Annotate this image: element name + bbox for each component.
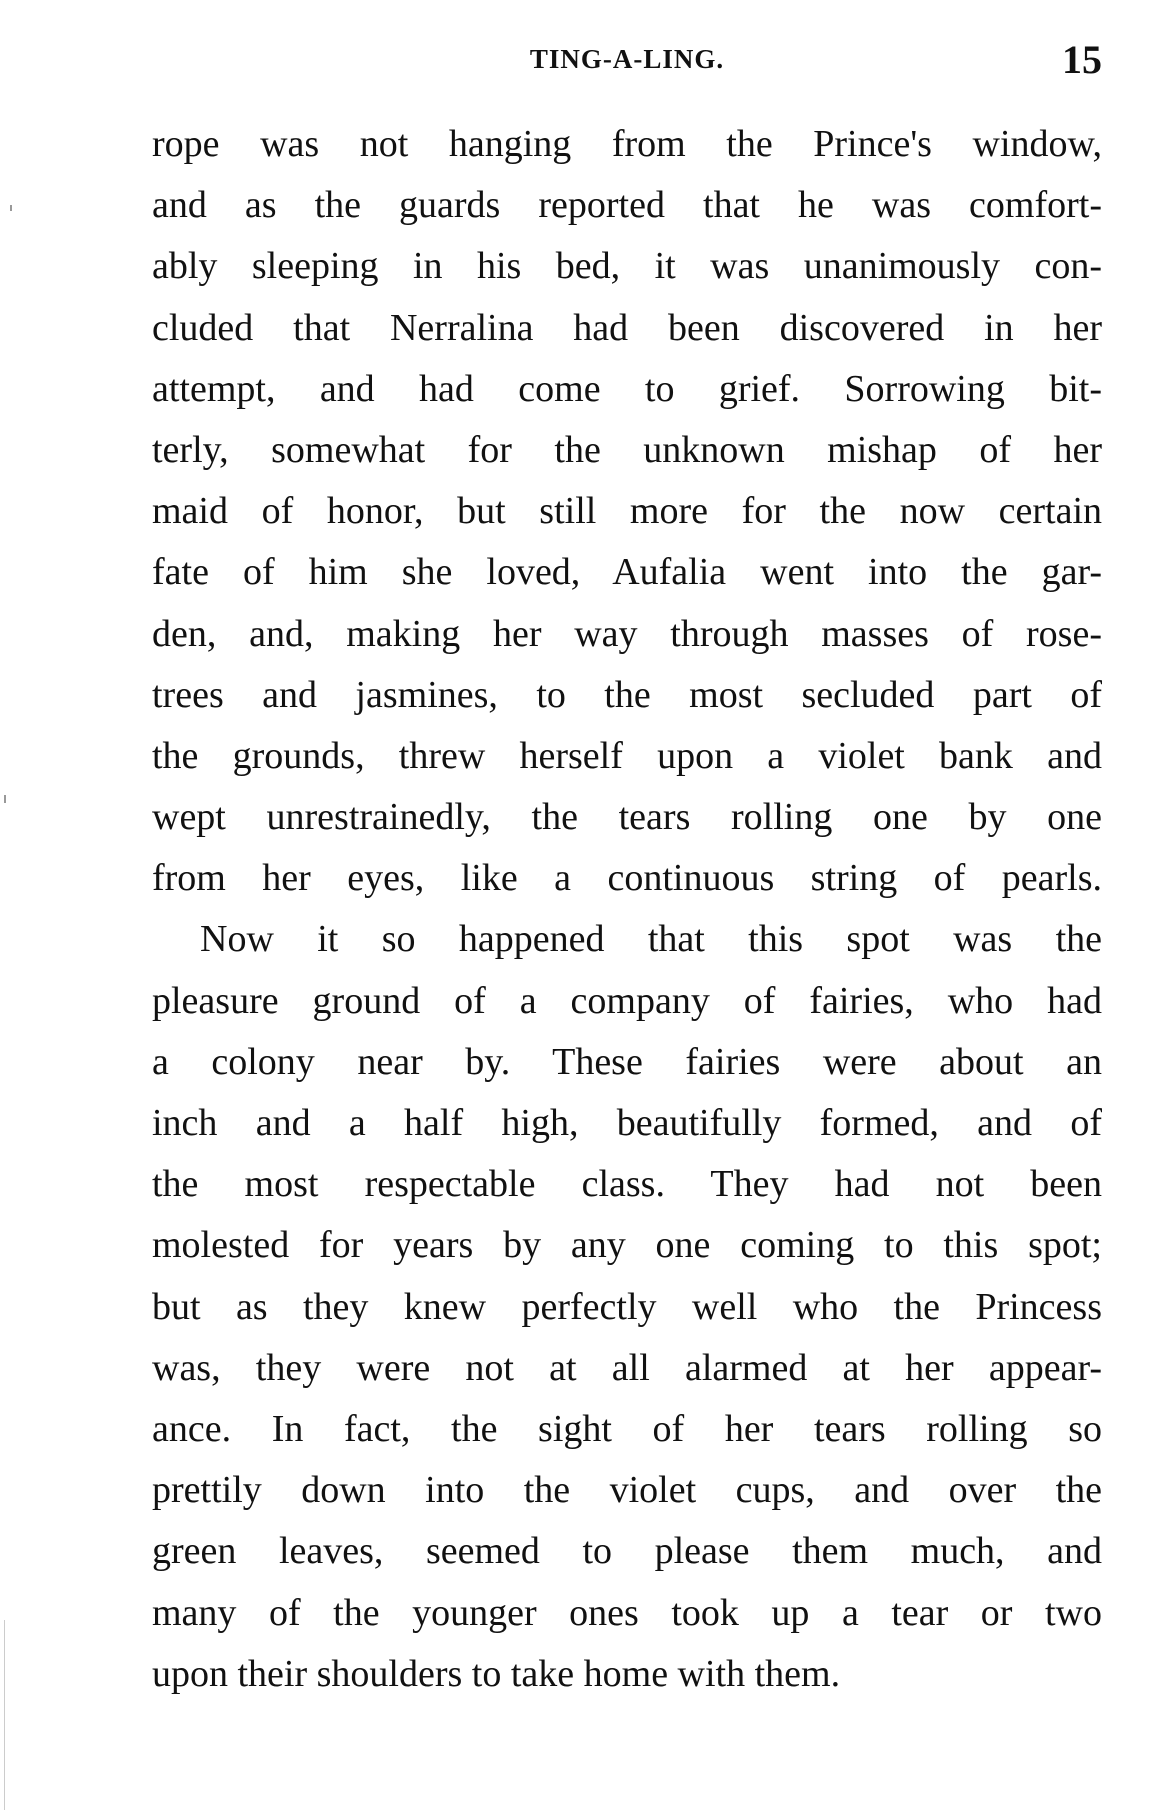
- text-line: prettily down into the violet cups, and over the: [152, 1469, 1102, 1512]
- running-head: [152, 36, 1102, 86]
- text-line: cluded that Nerralina had been discovered in her: [152, 306, 1102, 349]
- text-line: wept unrestrainedly, the tears rolling one by one: [152, 796, 1102, 839]
- scan-mark: [4, 795, 6, 803]
- page-number: 15: [1062, 37, 1102, 82]
- text-line: ably sleeping in his bed, it was unanimously con-: [152, 245, 1102, 288]
- text-line: den, and, making her way through masses of rose-: [152, 612, 1102, 655]
- text-line: the most respectable class. They had not been: [152, 1163, 1102, 1206]
- text-line: terly, somewhat for the unknown mishap of her: [152, 428, 1102, 471]
- paragraph-2: [152, 909, 1102, 1704]
- text-line: but as they knew perfectly well who the Princess: [152, 1285, 1102, 1328]
- text-line: maid of honor, but still more for the now certain: [152, 490, 1102, 533]
- text-line: green leaves, seemed to please them much, and: [152, 1530, 1102, 1573]
- text-line: fate of him she loved, Aufalia went into the gar-: [152, 551, 1102, 594]
- running-title: TING-A-LING.: [529, 44, 725, 74]
- scan-mark: [4, 1620, 5, 1810]
- text-line: Now it so happened that this spot was the: [200, 918, 1102, 961]
- paragraph-1: [152, 114, 1102, 909]
- text-line: upon their shoulders to take home with them.: [152, 1652, 841, 1695]
- text-line: inch and a half high, beautifully formed, and of: [152, 1102, 1102, 1144]
- text-line: attempt, and had come to grief. Sorrowing bit-: [152, 367, 1102, 410]
- body-text: [152, 114, 1102, 1705]
- text-line: from her eyes, like a continuous string of pearls.: [152, 857, 1102, 900]
- text-line: ance. In fact, the sight of her tears rolling so: [152, 1407, 1102, 1450]
- text-line: rope was not hanging from the Prince's window,: [152, 123, 1102, 165]
- text-line: the grounds, threw herself upon a violet bank and: [152, 734, 1102, 777]
- text-line: molested for years by any one coming to this spot;: [152, 1224, 1102, 1267]
- text-line: pleasure ground of a company of fairies, who had: [152, 979, 1102, 1022]
- text-line: a colony near by. These fairies were about an: [152, 1040, 1102, 1083]
- text-line: and as the guards reported that he was comfort-: [152, 184, 1102, 227]
- text-line: trees and jasmines, to the most secluded part of: [152, 673, 1102, 716]
- scan-mark: [10, 205, 12, 211]
- text-line: was, they were not at all alarmed at her appear-: [152, 1346, 1102, 1389]
- text-line: many of the younger ones took up a tear or two: [152, 1591, 1102, 1634]
